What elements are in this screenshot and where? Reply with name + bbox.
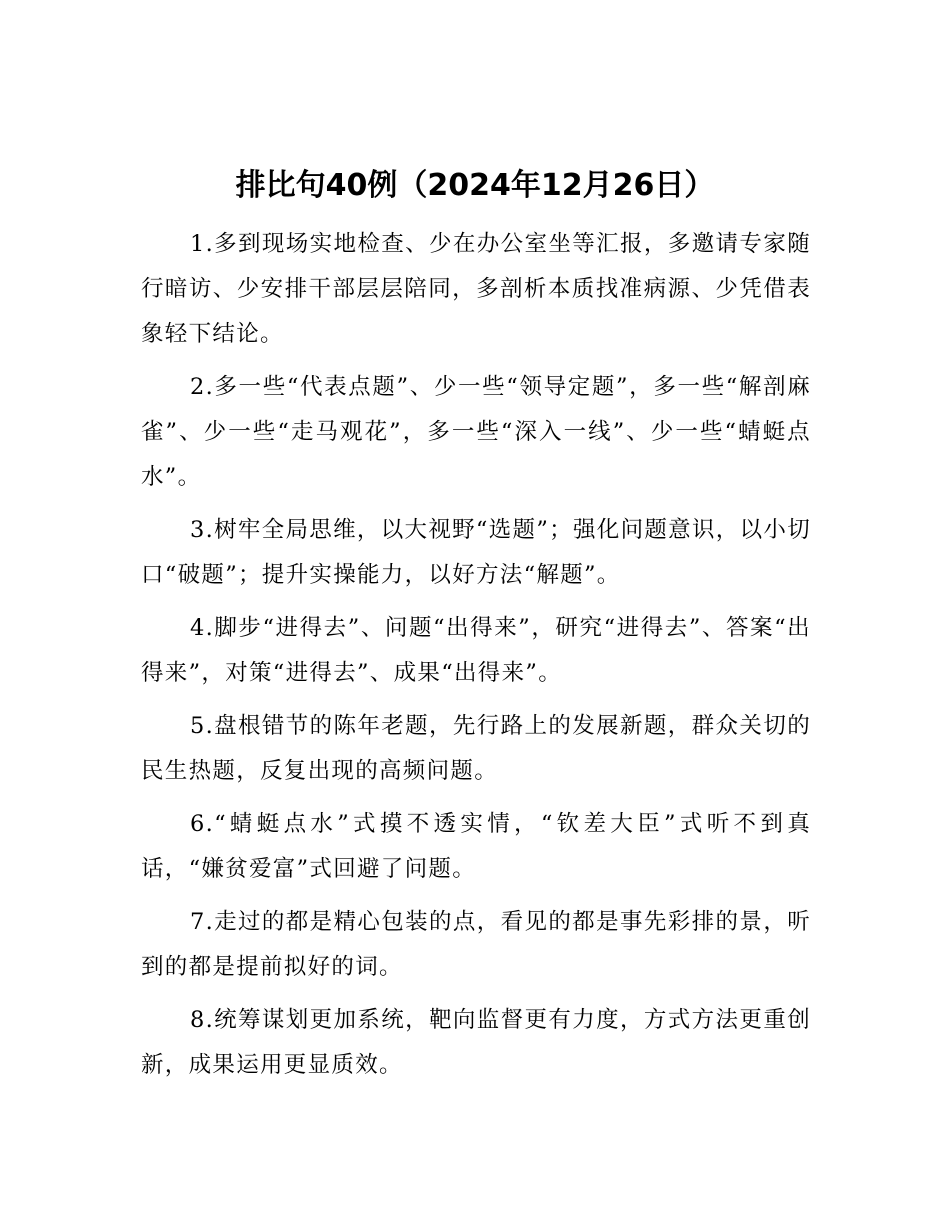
paragraph-2: 2.多一些“代表点题”、少一些“领导定题”，多一些“解剖麻雀”、少一些“走马观花”，多一些“深入一线”、少一些“蜻蜓点水”。 bbox=[141, 374, 811, 490]
paragraph-5: 5.盘根错节的陈年老题，先行路上的发展新题，群众关切的民生热题，反复出现的高频问题。 bbox=[141, 713, 811, 784]
paragraph-4: 4.脚步“进得去”、问题“出得来”，研究“进得去”、答案“出得来”，对策“进得去”、成果“出得来”。 bbox=[141, 615, 811, 686]
paragraph-8: 8.统筹谋划更加系统，靶向监督更有力度，方式方法更重创新，成果运用更显质效。 bbox=[141, 1007, 811, 1078]
document-body bbox=[141, 222, 811, 1096]
paragraph-6: 6.“蜻蜓点水”式摸不透实情，“钦差大臣”式听不到真话，“嫌贫爱富”式回避了问题。 bbox=[141, 811, 811, 882]
paragraph-3: 3.树牢全局思维，以大视野“选题”；强化问题意识，以小切口“破题”；提升实操能力，以好方法“解题”。 bbox=[141, 517, 811, 588]
paragraph-1: 1.多到现场实地检查、少在办公室坐等汇报，多邀请专家随行暗访、少安排干部层层陪同，多剖析本质找准病源、少凭借表象轻下结论。 bbox=[141, 231, 811, 347]
paragraph-7: 7.走过的都是精心包装的点，看见的都是事先彩排的景，听到的都是提前拟好的词。 bbox=[141, 909, 811, 980]
document-title: 排比句40例（2024年12月26日） bbox=[235, 168, 715, 203]
